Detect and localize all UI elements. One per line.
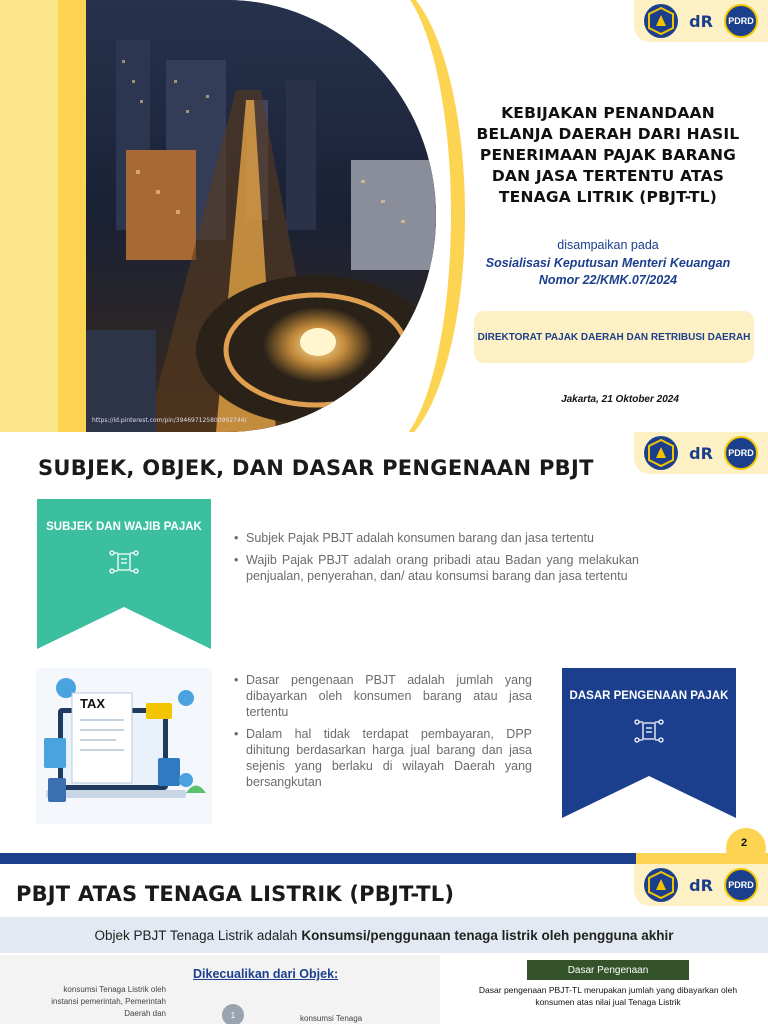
event-name: Sosialisasi Keputusan Menteri Keuangan Nomor 22/KMK.07/2024 [485,256,731,287]
dasar-banner [562,668,736,818]
objek-band [0,917,768,953]
banner-label: SUBJEK DAN WAJIB PAJAK [46,521,202,533]
tax-label: TAX [80,696,106,711]
footer-bar-navy [0,853,636,864]
light-yellow-band [0,0,58,432]
exclusion-title: Dikecualikan dari Objek: [193,967,339,981]
exclusion-left-text: konsumsi Tenaga Listrik oleh instansi pemerintah, Pemerintah Daerah dan [51,985,166,1018]
slide-title [0,0,768,432]
dasar-points [234,672,532,796]
subjek-banner [37,499,211,649]
list-item: • Dasar pengenaan PBJT adalah jumlah yang dibayarkan oleh konsumen barang atau jasa tertentu [234,672,532,720]
kemenkeu-logo-icon [644,4,678,38]
pdrd-logo-icon: PDRD [724,868,758,902]
objek-bold: Konsumsi/penggunaan tenaga listrik oleh pengguna akhir [301,927,674,943]
kemenkeu-logo-icon [644,436,678,470]
subjek-points [234,530,639,590]
exclusion-center-text: konsumsi Tenaga [300,1014,363,1023]
dasar-pengenaan-text: Dasar pengenaan PBJT-TL merupakan jumlah yang dibayarkan oleh konsumen atas nilai jual Tenaga Listrik [478,985,738,1007]
dasar-pengenaan-box [527,960,689,980]
presented-at-label: disampaikan pada [557,238,659,252]
yellow-arc [300,0,465,432]
header-logos [634,432,768,474]
presentation-date: Jakarta, 21 Oktober 2024 [561,394,679,405]
pdrd-logo-icon: PDRD [724,4,758,38]
list-item: • Wajib Pajak PBJT adalah orang pribadi atau Badan yang melakukan penjualan, penyerahan, dan/ atau konsumsi barang dan jasa tertentu [234,552,639,584]
taxpayer-icon [107,545,141,579]
tax-illustration [36,668,212,824]
slide-pbjt-tl [0,864,768,1024]
banner-label: DASAR PENGENAAN PAJAK [569,690,729,702]
djpk-logo-icon: dR [689,11,713,31]
djpk-logo-icon: dR [689,875,713,895]
pdrd-logo-icon: PDRD [724,436,758,470]
exclusion-number: 1 [222,1004,244,1024]
list-item: • Dalam hal tidak terdapat pembayaran, DPP dihitung berdasarkan harga jual barang dan jasa sejenis yang berlaku di wilayah Daerah yang bersangkutan [234,726,532,790]
slide-subjek-objek [0,432,768,864]
tax-base-icon [632,714,666,748]
directorate-label: DIREKTORAT PAJAK DAERAH DAN RETRIBUSI DAERAH [477,331,751,343]
kemenkeu-logo-icon [644,868,678,902]
list-item: • Subjek Pajak PBJT adalah konsumen barang dan jasa tertentu [234,530,639,546]
djpk-logo-icon: dR [689,443,713,463]
presentation-title: KEBIJAKAN PENANDAAN BELANJA DAERAH DARI HASIL PENERIMAAN PAJAK BARANG DAN JASA TERTENTU ATAS TENAGA LITRIK (PBJT-TL) [476,104,740,206]
dasar-pengenaan-title: Dasar Pengenaan [567,964,649,976]
header-logos [634,864,768,906]
slide-title: PBJT ATAS TENAGA LISTRIK (PBJT-TL) [16,882,455,906]
objek-prefix: Objek PBJT Tenaga Listrik adalah [94,927,298,943]
header-logos [634,0,768,42]
page-number: 2 [726,828,766,864]
directorate-box [474,311,754,363]
photo-credit[interactable]: https://id.pinterest.com/pin/394697125800992744/ [92,417,247,424]
slide-title: SUBJEK, OBJEK, DAN DASAR PENGENAAN PBJT [38,456,594,480]
